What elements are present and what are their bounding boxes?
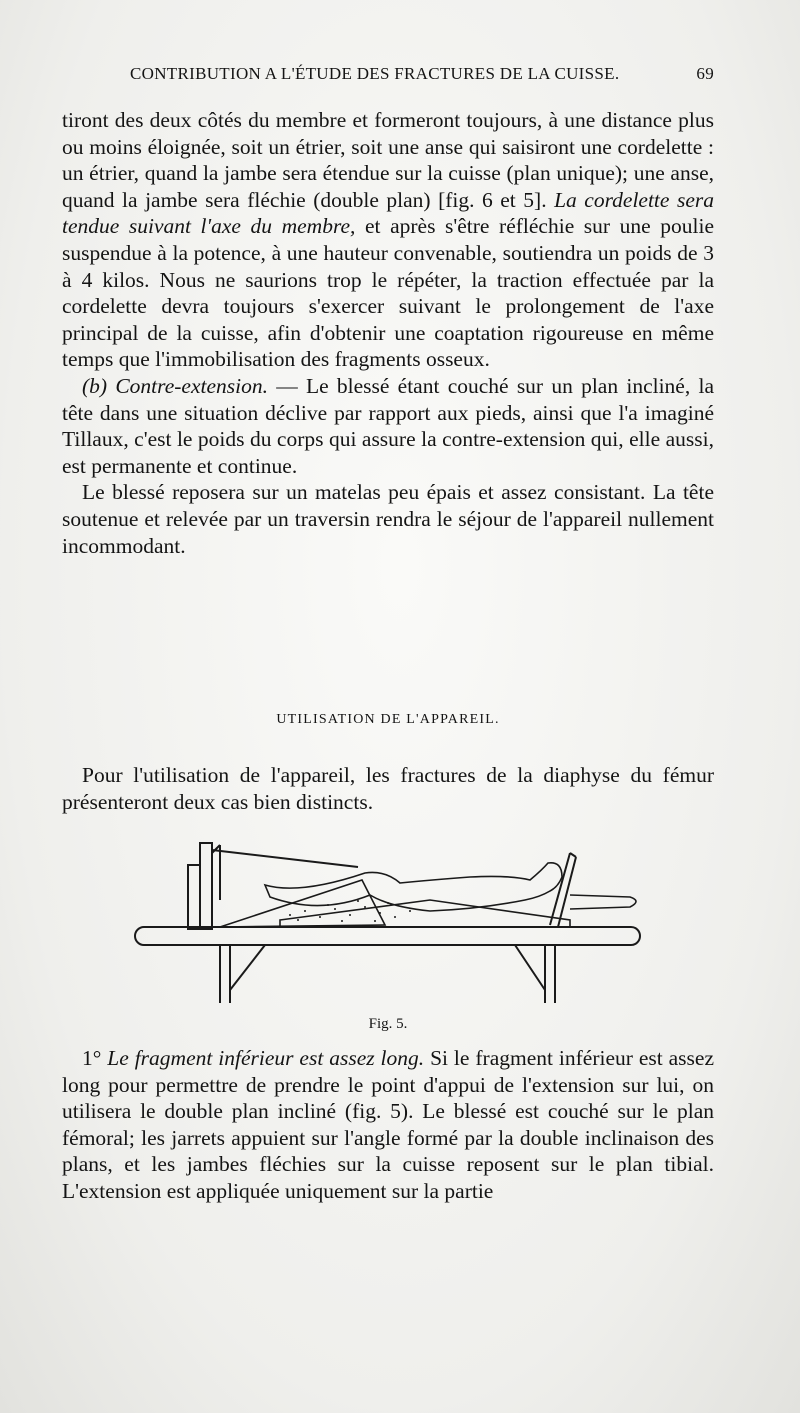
text-run: Le blessé reposera sur un matelas peu épais et assez consistant. La tête soutenue et relevée par un traversin rendra le séjour de l'appareil nullement incommodant.	[62, 480, 714, 558]
italic-text-run: Le fragment inférieur est assez long.	[107, 1046, 425, 1070]
figure-illustration	[130, 825, 650, 1010]
paragraph	[62, 1045, 714, 1205]
paragraph	[62, 479, 714, 559]
section-heading: UTILISATION DE L'APPAREIL.	[276, 712, 500, 727]
running-title: CONTRIBUTION A L'ÉTUDE DES FRACTURES DE LA CUISSE.	[130, 64, 620, 83]
text-run: Si le fragment inférieur est assez long pour permettre de prendre le point d'appui de l'extension sur lui, on utilisera le double plan incliné (fig. 5). Le blessé est couché sur le plan fémoral; les jarrets appuient sur l'angle formé par la double inclinaison des plans, et les jambes fléchies sur la cuisse reposent sur le plan tibial. L'extension est appliquée uniquement sur la partie	[62, 1046, 715, 1203]
paragraph	[62, 762, 714, 815]
text-block-bottom	[62, 1045, 714, 1205]
text-run: 1°	[82, 1046, 108, 1070]
double-inclined-plane-drawing	[130, 825, 650, 1010]
page-number: 69	[696, 64, 714, 83]
text-block-top	[62, 107, 714, 559]
text-block-middle	[62, 762, 714, 815]
text-run: — Le blessé étant couché sur un plan incliné, la tête dans une situation déclive par rapport aux pieds, ainsi que l'a imaginé Tillaux, c'est le poids du corps qui assure la contre-extension qui, elle aussi, est permanente et continue.	[62, 373, 714, 478]
italic-text-run: (b) Contre-extension.	[82, 373, 268, 398]
paragraph	[62, 107, 714, 373]
text-run: tiront des deux côtés du membre et formeront toujours, à une distance plus ou moins éloignée, soit un étrier, soit une anse qui saisiront une cordelette : un étrier, quand la jambe sera étendue sur la cuisse (plan unique); une anse, quand la jambe sera fléchie (double plan) [fig. 6 et 5].	[62, 108, 714, 212]
text-run: et après s'être réfléchie sur une poulie suspendue à la potence, à une hauteur convenable, soutiendra un poids de 3 à 4 kilos. Nous ne saurions trop le répéter, la traction effectuée par la cordelette devra toujours s'exercer suivant le prolongement de l'axe principal de la cuisse, afin d'obtenir une coaptation rigoureuse en même temps que l'immobilisation des fragments osseux.	[62, 214, 714, 372]
italic-text-run: La cordelette sera tendue suivant l'axe du membre,	[62, 187, 714, 239]
figure-caption: Fig. 5.	[368, 1016, 408, 1032]
paragraph	[62, 373, 714, 479]
text-run: Pour l'utilisation de l'appareil, les fractures de la diaphyse du fémur présenteront deux cas bien distincts.	[62, 763, 714, 814]
